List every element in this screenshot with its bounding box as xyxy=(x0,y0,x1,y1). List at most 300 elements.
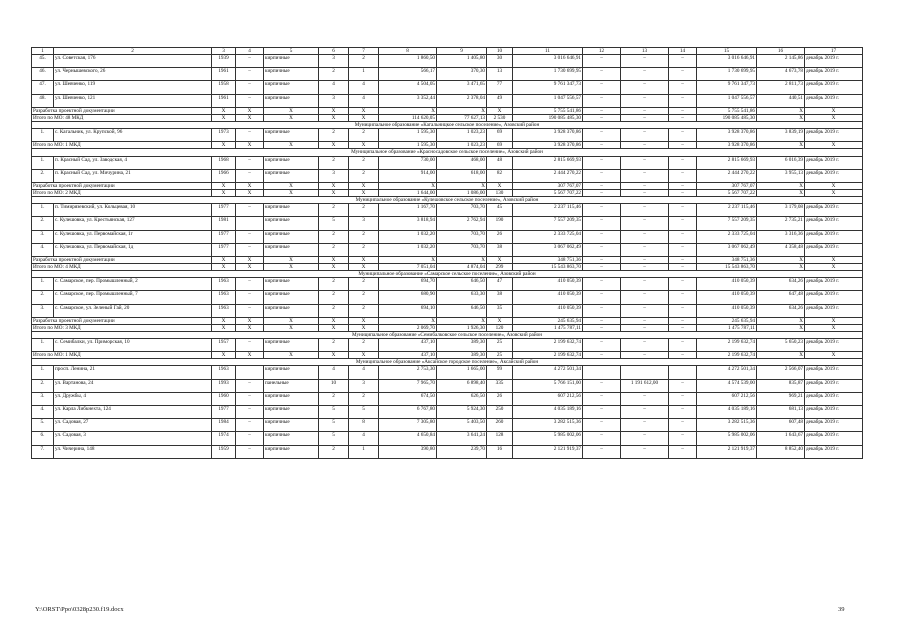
summary-cell: X xyxy=(236,107,264,114)
table-cell: 674,50 xyxy=(379,392,437,405)
table-cell: 3. xyxy=(32,304,54,317)
summary-cell: – xyxy=(621,264,669,271)
table-cell: декабрь 2019 г. xyxy=(805,278,863,291)
summary-cell: – xyxy=(669,114,697,121)
table-cell: 3 016 646,91 xyxy=(697,55,757,68)
summary-cell: 307 767,07 xyxy=(697,182,757,189)
summary-cell: – xyxy=(583,264,621,271)
summary-label: Итого по МО: 48 МКД xyxy=(32,114,212,121)
table-cell: декабрь 2019 г. xyxy=(805,243,863,256)
table-cell: 4 xyxy=(319,81,349,94)
summary-cell: 15 543 863,70 xyxy=(697,264,757,271)
summary-cell: X xyxy=(349,317,379,324)
summary-cell: – xyxy=(621,114,669,121)
column-number: 7 xyxy=(349,48,379,55)
table-cell: 2 199 632,74 xyxy=(513,339,583,352)
summary-label: Итого по МО: 4 МКД xyxy=(32,264,212,271)
summary-label: Разработка проектной документации xyxy=(32,107,212,114)
summary-cell: – xyxy=(669,189,697,196)
table-cell: кирпичные xyxy=(264,339,319,352)
footer-file-path: Y:\ORST\Ppo\0328p230.f19.docx xyxy=(35,606,124,613)
summary-cell: – xyxy=(583,107,621,114)
column-number: 17 xyxy=(805,48,863,55)
table-cell: 1 730 699,95 xyxy=(697,68,757,81)
table-cell: 914,00 xyxy=(379,169,437,182)
table-cell: 694,10 xyxy=(379,304,437,317)
table-cell xyxy=(236,366,264,379)
column-number: 9 xyxy=(437,48,487,55)
summary-cell: X xyxy=(236,317,264,324)
table-cell: 2 815 669,93 xyxy=(513,156,583,169)
table-cell: 7 557 209,35 xyxy=(697,217,757,230)
table-cell: 4 xyxy=(349,94,379,107)
table-cell: – xyxy=(583,94,621,107)
table-cell: 1. xyxy=(32,366,54,379)
table-cell: 646,50 xyxy=(437,278,487,291)
table-cell: 437,10 xyxy=(379,339,437,352)
table-cell: 2 xyxy=(349,278,379,291)
column-number: 5 xyxy=(264,48,319,55)
summary-cell: X xyxy=(212,264,236,271)
table-cell: 3. xyxy=(32,392,54,405)
table-cell: декабрь 2019 г. xyxy=(805,156,863,169)
address-cell: ул. Шевченко, 119 xyxy=(54,81,212,94)
address-cell: ул. Садовая, 3 xyxy=(54,432,212,445)
summary-cell: – xyxy=(583,352,621,359)
summary-cell: X xyxy=(264,256,319,263)
summary-cell: 1 595,30 xyxy=(379,142,437,149)
summary-cell: X xyxy=(212,256,236,263)
table-cell: 2 815 669,93 xyxy=(697,156,757,169)
table-cell: 1958 xyxy=(212,81,236,94)
summary-label: Разработка проектной документации xyxy=(32,182,212,189)
summary-cell: X xyxy=(437,256,487,263)
table-cell: – xyxy=(236,55,264,68)
table-cell: 2 566,07 xyxy=(757,366,805,379)
summary-label: Разработка проектной документации xyxy=(32,317,212,324)
table-cell: – xyxy=(669,243,697,256)
table-cell: 634,26 xyxy=(757,278,805,291)
table-cell: 607 212,56 xyxy=(697,392,757,405)
table-cell: 1. xyxy=(32,278,54,291)
table-cell: – xyxy=(669,432,697,445)
table-cell: 1968 xyxy=(212,156,236,169)
table-cell: 703,70 xyxy=(437,230,487,243)
summary-cell: X xyxy=(319,189,349,196)
table-cell: – xyxy=(583,304,621,317)
summary-cell: X xyxy=(212,324,236,331)
summary-cell: 307 767,07 xyxy=(513,182,583,189)
section-title: Муниципальное образование «Кагальницкое сельское поселение», Азовский район xyxy=(32,122,863,129)
table-cell: 2 xyxy=(349,230,379,243)
column-number: 1 xyxy=(32,48,54,55)
table-row xyxy=(32,392,863,405)
summary-row xyxy=(32,256,863,263)
summary-cell: X xyxy=(349,352,379,359)
table-cell: кирпичные xyxy=(264,432,319,445)
table-cell: 3 352,44 xyxy=(379,94,437,107)
table-cell: 3 xyxy=(319,55,349,68)
table-cell: 1 595,30 xyxy=(379,129,437,142)
table-cell: 77 xyxy=(487,81,513,94)
table-cell: 5 xyxy=(319,405,349,418)
table-cell: – xyxy=(669,156,697,169)
summary-cell: – xyxy=(621,256,669,263)
table-cell: 626,50 xyxy=(437,392,487,405)
table-cell: 1. xyxy=(32,204,54,217)
summary-cell: – xyxy=(583,114,621,121)
table-cell: – xyxy=(669,304,697,317)
summary-cell: X xyxy=(319,182,349,189)
table-cell: 16 xyxy=(487,445,513,458)
table-cell xyxy=(669,366,697,379)
summary-label: Разработка проектной документации xyxy=(32,256,212,263)
address-cell: п. Красный Сад, ул. Заводская, 4 xyxy=(54,156,212,169)
table-cell: 3 016 646,91 xyxy=(513,55,583,68)
table-cell: декабрь 2019 г. xyxy=(805,55,863,68)
summary-cell: 7 051,04 xyxy=(379,264,437,271)
table-cell: 1973 xyxy=(212,129,236,142)
table-cell: 2 xyxy=(319,339,349,352)
table-cell: – xyxy=(621,339,669,352)
table-cell: 25 xyxy=(487,339,513,352)
table-cell: 7 965,70 xyxy=(379,379,437,392)
table-row xyxy=(32,243,863,256)
summary-cell: 299 xyxy=(487,264,513,271)
section-title: Муниципальное образование «Аксайское городское поселение», Аксайский район xyxy=(32,359,863,366)
table-cell: 2 444 270,22 xyxy=(513,169,583,182)
table-cell: – xyxy=(669,339,697,352)
table-cell: 1 730 699,95 xyxy=(513,68,583,81)
summary-cell: X xyxy=(805,114,863,121)
page-number: 39 xyxy=(838,606,845,613)
table-cell: 4 574 539,00 xyxy=(697,379,757,392)
table-cell: 2 xyxy=(319,156,349,169)
table-cell: 2 444 270,22 xyxy=(697,169,757,182)
table-cell: 1939 xyxy=(212,55,236,68)
summary-cell: 25 xyxy=(487,352,513,359)
table-cell: 410 050,39 xyxy=(513,278,583,291)
summary-cell: X xyxy=(805,317,863,324)
table-cell: – xyxy=(621,278,669,291)
table-row xyxy=(32,419,863,432)
table-cell: – xyxy=(621,304,669,317)
table-cell: – xyxy=(583,339,621,352)
summary-cell: X xyxy=(349,182,379,189)
table-row xyxy=(32,81,863,94)
summary-cell: X xyxy=(212,107,236,114)
table-cell: – xyxy=(583,169,621,182)
table-cell: 1963 xyxy=(212,291,236,304)
summary-cell: X xyxy=(379,317,437,324)
table-cell: 1966 xyxy=(212,169,236,182)
table-cell: декабрь 2019 г. xyxy=(805,432,863,445)
table-cell: 2. xyxy=(32,291,54,304)
table-cell: – xyxy=(236,278,264,291)
table-cell: 1 047 556,57 xyxy=(513,94,583,107)
summary-cell: – xyxy=(583,142,621,149)
table-cell: 3 839,19 xyxy=(757,129,805,142)
summary-cell: 1 475 787,11 xyxy=(697,324,757,331)
summary-cell: X xyxy=(319,114,349,121)
summary-cell: – xyxy=(669,142,697,149)
table-cell: 410 050,39 xyxy=(697,278,757,291)
table-cell: – xyxy=(236,204,264,217)
section-row xyxy=(32,149,863,156)
table-cell: декабрь 2019 г. xyxy=(805,68,863,81)
address-cell: ул. Шевченко, 121 xyxy=(54,94,212,107)
summary-cell: X xyxy=(236,256,264,263)
summary-cell: X xyxy=(437,182,487,189)
table-cell: 3 067 062,49 xyxy=(697,243,757,256)
summary-row xyxy=(32,317,863,324)
summary-cell: X xyxy=(212,352,236,359)
summary-cell: X xyxy=(212,317,236,324)
summary-cell: X xyxy=(236,182,264,189)
table-cell: – xyxy=(236,432,264,445)
summary-row xyxy=(32,182,863,189)
table-cell: – xyxy=(621,392,669,405)
table-cell: 2 735,21 xyxy=(757,217,805,230)
table-cell: 1961 xyxy=(212,68,236,81)
address-cell: просп. Ленина, 21 xyxy=(54,366,212,379)
summary-cell: – xyxy=(621,352,669,359)
summary-cell: 15 543 863,70 xyxy=(513,264,583,271)
table-cell: 2 378,04 xyxy=(437,94,487,107)
table-cell: 4 650,84 xyxy=(379,432,437,445)
table-cell: – xyxy=(621,169,669,182)
summary-cell: X xyxy=(805,264,863,271)
address-cell: ул. Чернышевского, 26 xyxy=(54,68,212,81)
table-cell: 1. xyxy=(32,156,54,169)
table-cell: 1 047 556,57 xyxy=(697,94,757,107)
table-cell: 3 316,36 xyxy=(757,230,805,243)
table-cell: 410 050,39 xyxy=(513,291,583,304)
table-cell: – xyxy=(669,379,697,392)
summary-cell: X xyxy=(264,317,319,324)
address-cell: ул. Садовая, 27 xyxy=(54,419,212,432)
table-cell: 1 xyxy=(349,445,379,458)
summary-label: Итого по МО: 1 МКД xyxy=(32,352,212,359)
summary-cell: X xyxy=(319,324,349,331)
summary-cell: – xyxy=(621,324,669,331)
table-cell: 835,87 xyxy=(757,379,805,392)
table-cell: 1 405,80 xyxy=(437,55,487,68)
table-cell: 3 641,24 xyxy=(437,432,487,445)
table-cell: 8 852,40 xyxy=(757,445,805,458)
table-cell: 1977 xyxy=(212,204,236,217)
table-cell: – xyxy=(621,81,669,94)
table-cell: – xyxy=(621,55,669,68)
table-cell: 6 016,39 xyxy=(757,156,805,169)
summary-cell: X xyxy=(805,352,863,359)
table-cell: 49 xyxy=(487,94,513,107)
summary-row xyxy=(32,264,863,271)
table-cell: 190 xyxy=(487,217,513,230)
section-title: Муниципальное образование «Кулешовское сельское поселение», Азовский район xyxy=(32,197,863,204)
table-cell: 239,70 xyxy=(437,445,487,458)
document-table xyxy=(31,47,862,459)
section-title: Муниципальное образование «Красносадовское сельское поселение», Азовский район xyxy=(32,149,863,156)
table-cell: 2. xyxy=(32,169,54,182)
table-cell: 5 924,30 xyxy=(437,405,487,418)
table-cell: 681,13 xyxy=(757,405,805,418)
table-cell: – xyxy=(583,278,621,291)
summary-label: Итого по МО: 1 МКД xyxy=(32,142,212,149)
summary-cell: – xyxy=(583,324,621,331)
table-cell: – xyxy=(583,156,621,169)
table-cell: декабрь 2019 г. xyxy=(805,445,863,458)
summary-row xyxy=(32,189,863,196)
table-cell: 1963 xyxy=(212,304,236,317)
table-cell: декабрь 2019 г. xyxy=(805,379,863,392)
table-row xyxy=(32,156,863,169)
address-cell: п. Красный Сад, ул. Мичурина, 21 xyxy=(54,169,212,182)
summary-cell: 77 627,13 xyxy=(437,114,487,121)
table-cell: 82 xyxy=(487,169,513,182)
table-row xyxy=(32,68,863,81)
summary-cell: X xyxy=(236,352,264,359)
summary-cell: 130 xyxy=(487,189,513,196)
summary-cell: X xyxy=(487,182,513,189)
table-cell: 2 xyxy=(349,204,379,217)
summary-cell: X xyxy=(349,264,379,271)
table-cell: – xyxy=(621,405,669,418)
summary-cell: X xyxy=(319,256,349,263)
table-row xyxy=(32,278,863,291)
table-row xyxy=(32,432,863,445)
table-cell: 1974 xyxy=(212,432,236,445)
table-cell: 1977 xyxy=(212,230,236,243)
table-cell: 634,26 xyxy=(757,304,805,317)
table-cell: 45. xyxy=(32,55,54,68)
table-cell: 1957 xyxy=(212,339,236,352)
table-cell: 4 035 189,16 xyxy=(513,405,583,418)
table-cell: – xyxy=(621,243,669,256)
column-number: 15 xyxy=(697,48,757,55)
table-cell: 1 167,70 xyxy=(379,204,437,217)
address-cell: п. Тимирязевский, ул. Кольцевая, 10 xyxy=(54,204,212,217)
summary-cell: 1 023,23 xyxy=(437,142,487,149)
table-cell: 9 761 347,73 xyxy=(697,81,757,94)
summary-cell: X xyxy=(236,142,264,149)
table-cell: 13 xyxy=(487,68,513,81)
table-cell: 46. xyxy=(32,68,54,81)
address-cell: с. Кагальник, ул. Крупской, 96 xyxy=(54,129,212,142)
column-number: 10 xyxy=(487,48,513,55)
table-cell: – xyxy=(236,445,264,458)
table-cell: 1959 xyxy=(212,445,236,458)
table-cell: 3. xyxy=(32,230,54,243)
table-cell: – xyxy=(583,379,621,392)
summary-cell: – xyxy=(669,256,697,263)
address-cell: с. Кулешовка, ул. Крестьянская, 127 xyxy=(54,217,212,230)
table-cell: кирпичные xyxy=(264,156,319,169)
table-cell: 1984 xyxy=(212,419,236,432)
summary-cell: X xyxy=(349,189,379,196)
table-cell: декабрь 2019 г. xyxy=(805,169,863,182)
summary-cell: X xyxy=(319,317,349,324)
table-cell: декабрь 2019 г. xyxy=(805,339,863,352)
summary-cell: X xyxy=(757,142,805,149)
summary-cell: 3 928 370,86 xyxy=(697,142,757,149)
summary-cell: 348 751,36 xyxy=(697,256,757,263)
table-cell: 2 xyxy=(319,278,349,291)
table-cell: – xyxy=(236,169,264,182)
table-cell: кирпичные xyxy=(264,392,319,405)
table-cell: 335 xyxy=(487,379,513,392)
summary-cell: 348 751,36 xyxy=(513,256,583,263)
table-cell: – xyxy=(583,243,621,256)
table-cell: 2 xyxy=(349,55,379,68)
table-cell: – xyxy=(669,230,697,243)
table-cell: кирпичные xyxy=(264,81,319,94)
table-cell: – xyxy=(236,94,264,107)
table-cell xyxy=(621,366,669,379)
summary-cell: X xyxy=(805,182,863,189)
table-cell: 250 xyxy=(487,405,513,418)
table-cell: кирпичные xyxy=(264,94,319,107)
table-cell: декабрь 2019 г. xyxy=(805,94,863,107)
table-cell: 2 xyxy=(319,445,349,458)
column-number: 14 xyxy=(669,48,697,55)
table-cell: 2 xyxy=(319,392,349,405)
table-cell: 6 898,40 xyxy=(437,379,487,392)
summary-cell: X xyxy=(805,324,863,331)
table-cell: 1 xyxy=(349,68,379,81)
table-cell: 2 237 115,46 xyxy=(697,204,757,217)
column-number: 2 xyxy=(54,48,212,55)
table-cell xyxy=(583,366,621,379)
table-cell: 5. xyxy=(32,419,54,432)
address-cell: с. Кулешовка, ул. Первомайская, 1д xyxy=(54,243,212,256)
table-cell: – xyxy=(621,129,669,142)
table-cell: 2. xyxy=(32,379,54,392)
table-cell: 389,30 xyxy=(437,339,487,352)
summary-cell: X xyxy=(264,352,319,359)
table-cell: – xyxy=(669,204,697,217)
summary-cell: – xyxy=(621,317,669,324)
table-cell: 1. xyxy=(32,339,54,352)
summary-cell: X xyxy=(319,264,349,271)
table-cell: 3 xyxy=(349,217,379,230)
table-cell: 1 643,67 xyxy=(757,432,805,445)
table-cell: 2 753,30 xyxy=(379,366,437,379)
address-cell: ул. Чичерина, 148 xyxy=(54,445,212,458)
table-cell: 2. xyxy=(32,217,54,230)
table-cell: 646,50 xyxy=(437,304,487,317)
table-cell: 390,80 xyxy=(379,445,437,458)
table-cell: 633,30 xyxy=(437,291,487,304)
table-cell: 2 199 632,74 xyxy=(697,339,757,352)
summary-cell: X xyxy=(212,142,236,149)
summary-row xyxy=(32,352,863,359)
summary-cell: – xyxy=(669,264,697,271)
summary-cell: X xyxy=(757,317,805,324)
table-cell: 1981 xyxy=(212,217,236,230)
table-cell: – xyxy=(583,432,621,445)
table-cell: 607,48 xyxy=(757,419,805,432)
summary-cell: 5 567 707,22 xyxy=(513,189,583,196)
summary-cell: X xyxy=(379,256,437,263)
summary-cell: – xyxy=(669,324,697,331)
summary-cell: X xyxy=(349,142,379,149)
summary-cell: 389,30 xyxy=(437,352,487,359)
table-cell: кирпичные xyxy=(264,419,319,432)
section-row xyxy=(32,271,863,278)
summary-row xyxy=(32,324,863,331)
table-cell: 8 xyxy=(349,419,379,432)
